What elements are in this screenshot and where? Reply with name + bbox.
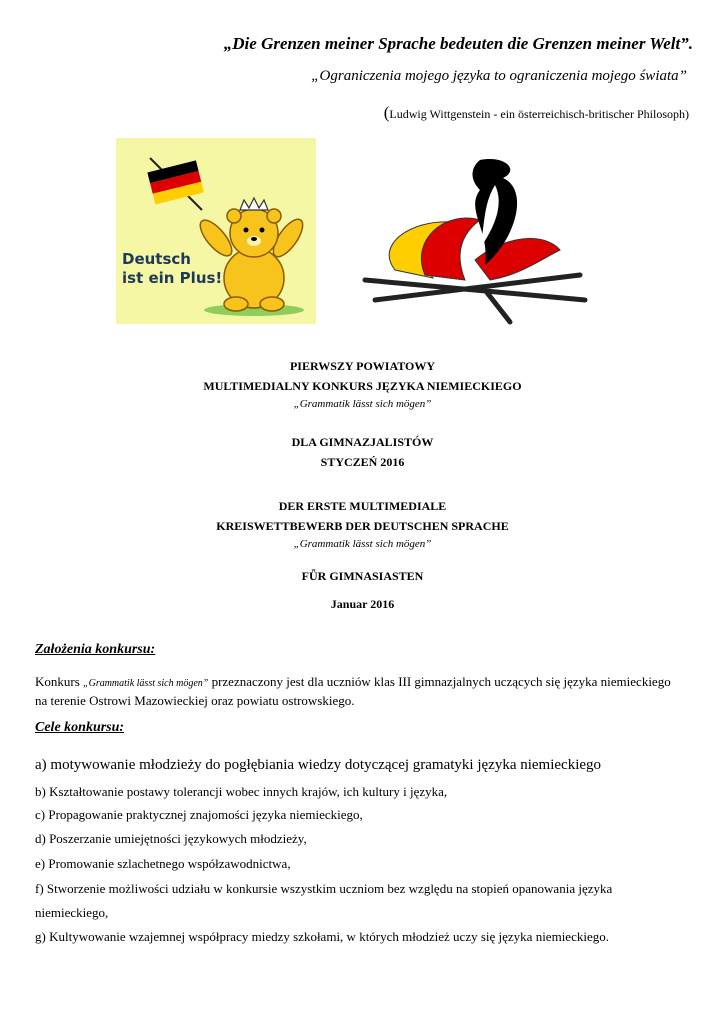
assumptions-heading: Założenia konkursu: — [35, 642, 156, 657]
title-pl-line-1: PIERWSZY POWIATOWY — [289, 359, 436, 373]
bear-flag-illustration — [116, 138, 316, 324]
audience-de: FǕR GIMNASIASTEN — [301, 569, 424, 583]
quote-source — [384, 103, 689, 123]
goal-item: b) Kształtowanie postawy tolerancji wobec innych krajów, ich kultury i języka, — [35, 784, 448, 799]
date-de: Januar 2016 — [330, 597, 395, 611]
assumptions-text: przeznaczony jest dla uczniów klas III gimnazjalnych uczących się języka niemieckiego na terenie Ostrowi Mazowieckiej oraz powiatu ostrowskiego. — [35, 674, 671, 708]
quote-polish: „Ograniczenia mojego języka to ograniczenia mojego świata” — [311, 68, 687, 84]
contest-date-de — [0, 594, 725, 614]
logo-line-2: ist ein Plus! — [122, 269, 223, 287]
assumptions-motto: „Grammatik lässt sich mögen” — [83, 678, 209, 689]
contest-audience-pl — [0, 432, 725, 472]
goal-item: d) Poszerzanie umiejętności językowych młodzieży, — [35, 831, 307, 846]
goal-item: g) Kultywowanie wzajemnej współpracy miedzy szkołami, w których młodzież uczy się języka niemieckiego. — [35, 929, 609, 944]
title-de-line-2: KREISWETTBEWERB DER DEUTSCHEN SPRACHE — [216, 519, 509, 533]
goal-item: a) motywowanie młodzieży do pogłębiania wiedzy dotyczącej gramatyki języka niemieckiego — [35, 757, 602, 773]
title-de-motto: „Grammatik lässt sich mögen” — [293, 538, 432, 550]
goal-item: e) Promowanie szlachetnego współzawodnictwa, — [35, 856, 291, 871]
goal-item: niemieckiego, — [35, 905, 109, 920]
deutsch-ist-ein-plus-logo — [116, 138, 316, 324]
goal-item: f) Stworzenie możliwości udziału w konkursie wszystkim uczniom bez względu na stopień opanowania języka — [35, 881, 613, 896]
goal-item: c) Propagowanie praktycznej znajomości języka niemieckiego, — [35, 807, 363, 822]
title-pl-line-2: MULTIMEDIALNY KONKURS JĘZYKA NIEMIECKIEGO — [203, 379, 522, 393]
audience-pl: DLA GIMNAZJALISTÓW — [291, 435, 434, 449]
logo-line-1: Deutsch — [122, 250, 191, 268]
goals-heading: Cele konkursu: — [35, 720, 125, 735]
date-pl: STYCZEŃ 2016 — [320, 455, 405, 469]
title-pl-motto: „Grammatik lässt sich mögen” — [293, 398, 432, 410]
flame-illustration — [355, 150, 595, 326]
quote-source-text: Ludwig Wittgenstein - ein österreichisch-britischer Philosoph) — [389, 107, 689, 121]
assumptions-intro: Konkurs — [35, 674, 84, 689]
contest-title-de — [0, 496, 725, 552]
assumptions-paragraph — [35, 673, 685, 709]
flame-logo — [355, 150, 595, 326]
quote-german: „Die Grenzen meiner Sprache bedeuten die Grenzen meiner Welt”. — [223, 34, 693, 53]
title-de-line-1: DER ERSTE MULTIMEDIALE — [278, 499, 447, 513]
contest-audience-de — [0, 566, 725, 586]
quote-source-paren: ( — [383, 103, 390, 122]
logo-text — [122, 250, 222, 288]
contest-title-pl — [0, 356, 725, 412]
